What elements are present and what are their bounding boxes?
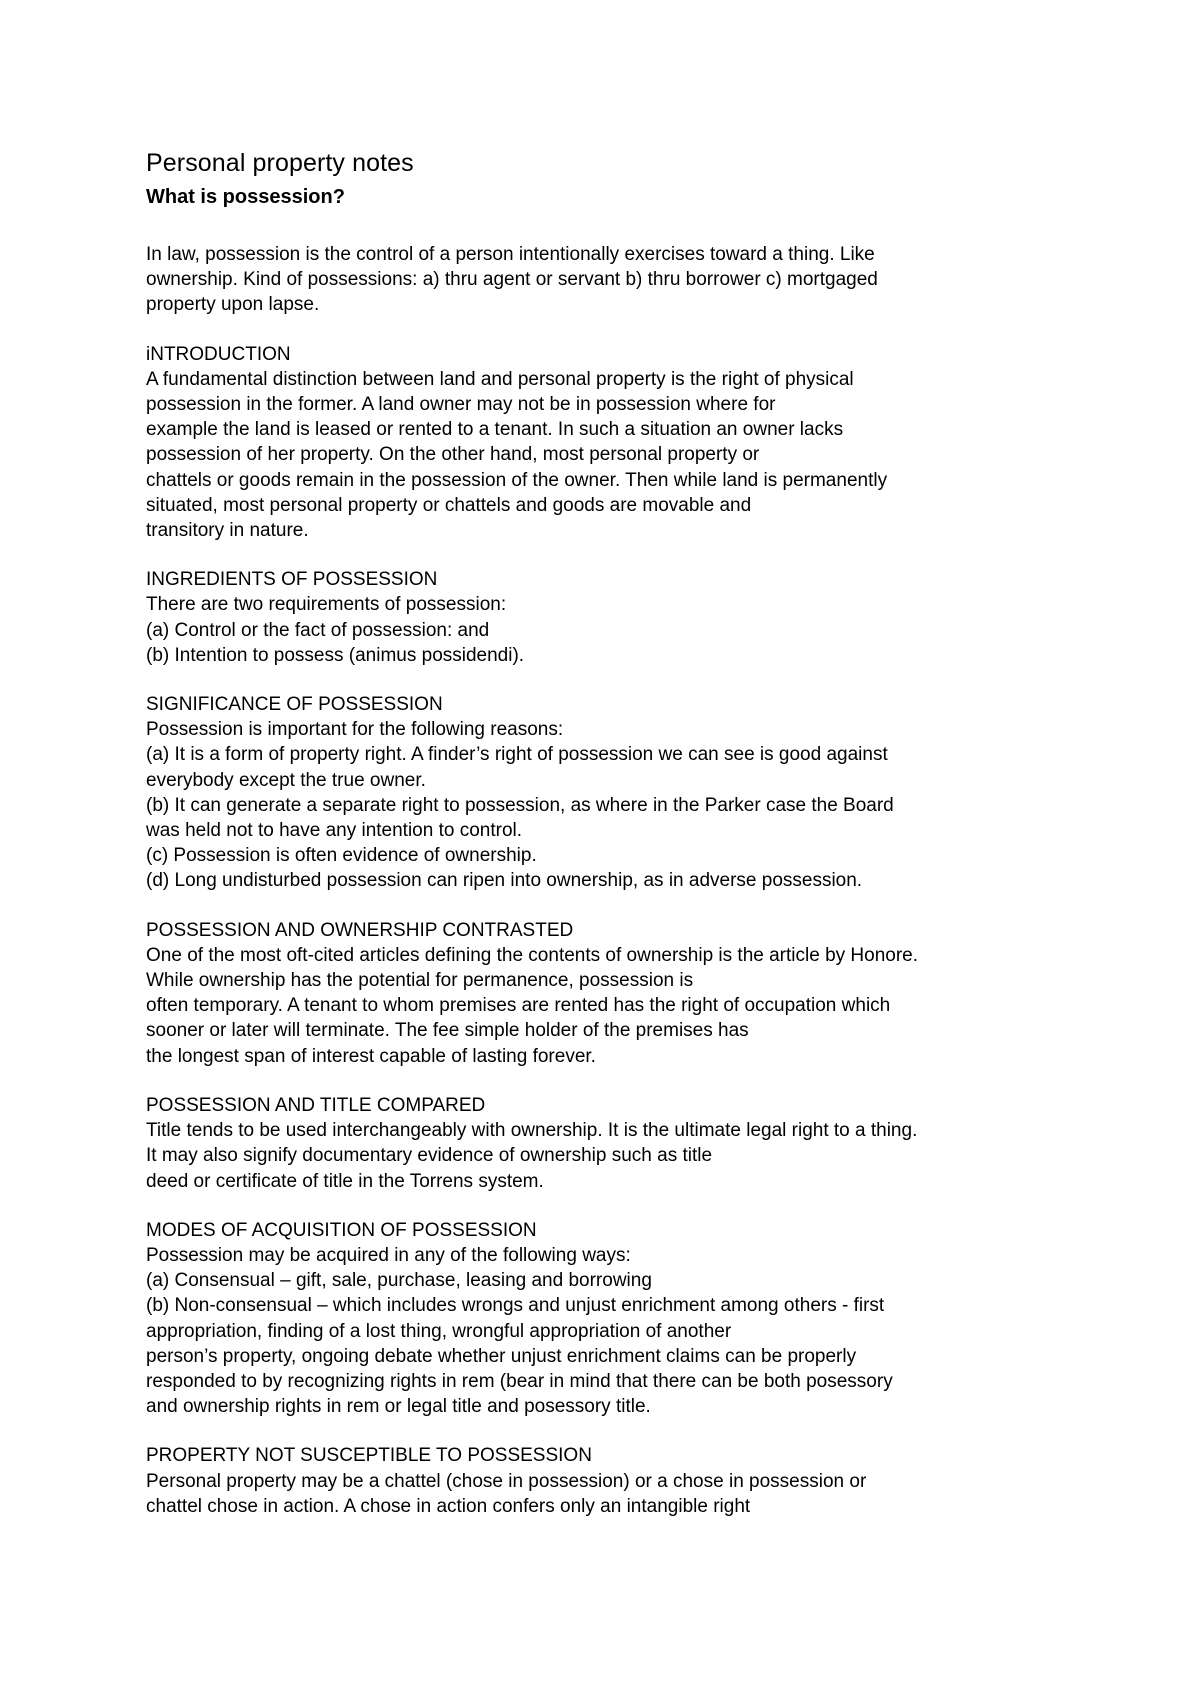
section — [146, 342, 1086, 544]
paragraph-line: possession of her property. On the other hand, most personal property or — [146, 444, 760, 466]
paragraph-line: person’s property, ongoing debate whether unjust enrichment claims can be properly — [146, 1345, 857, 1367]
paragraph-line: (c) Possession is often evidence of ownership. — [146, 845, 537, 867]
paragraph-line: and ownership rights in rem or legal title and posessory title. — [146, 1396, 651, 1418]
paragraph-line: (b) It can generate a separate right to possession, as where in the Parker case the Board — [146, 794, 894, 816]
section — [146, 1218, 1086, 1420]
paragraph-line: There are two requirements of possession: — [146, 594, 507, 616]
paragraph-line: appropriation, finding of a lost thing, wrongful appropriation of another — [146, 1320, 732, 1342]
paragraph-line: situated, most personal property or chattels and goods are movable and — [146, 494, 752, 516]
paragraph-line: responded to by recognizing rights in rem (bear in mind that there can be both posessory — [146, 1370, 893, 1392]
section-heading: POSSESSION AND OWNERSHIP CONTRASTED — [146, 919, 574, 941]
paragraph-line: (a) It is a form of property right. A finder’s right of possession we can see is good against — [146, 744, 888, 766]
paragraph-line: possession in the former. A land owner may not be in possession where for — [146, 394, 776, 416]
paragraph-line: the longest span of interest capable of lasting forever. — [146, 1045, 596, 1067]
section-heading: PROPERTY NOT SUSCEPTIBLE TO POSSESSION — [146, 1445, 592, 1467]
paragraph-line: (b) Intention to possess (animus possidendi). — [146, 644, 525, 666]
paragraph-line: In law, possession is the control of a person intentionally exercises toward a thing. Like — [146, 244, 875, 265]
paragraph-line: While ownership has the potential for permanence, possession is — [146, 970, 694, 992]
paragraph-line: was held not to have any intention to control. — [146, 820, 523, 842]
section — [146, 242, 1086, 318]
section-heading: iNTRODUCTION — [146, 343, 291, 365]
paragraph-line: One of the most oft-cited articles defining the contents of ownership is the article by Honore. — [146, 944, 919, 966]
paragraph-line: (a) Consensual – gift, sale, purchase, leasing and borrowing — [146, 1270, 652, 1292]
document-title: Personal property notes — [146, 149, 414, 177]
paragraph-line: A fundamental distinction between land and personal property is the right of physical — [146, 368, 854, 390]
paragraph-line: (d) Long undisturbed possession can ripen into ownership, as in adverse possession. — [146, 870, 863, 892]
paragraph-line: deed or certificate of title in the Torrens system. — [146, 1170, 544, 1192]
paragraph-line: everybody except the true owner. — [146, 769, 426, 791]
paragraph-line: property upon lapse. — [146, 294, 320, 316]
section-heading: INGREDIENTS OF POSSESSION — [146, 569, 438, 591]
paragraph-line: Possession may be acquired in any of the following ways: — [146, 1244, 631, 1266]
section-heading: MODES OF ACQUISITION OF POSSESSION — [146, 1219, 537, 1241]
paragraph-line: It may also signify documentary evidence of ownership such as title — [146, 1145, 713, 1167]
paragraph-line: often temporary. A tenant to whom premises are rented has the right of occupation which — [146, 995, 891, 1017]
document-subtitle: What is possession? — [146, 186, 345, 208]
paragraph-line: (a) Control or the fact of possession: and — [146, 619, 490, 641]
paragraph-line: Personal property may be a chattel (chose in possession) or a chose in possession or — [146, 1470, 867, 1492]
paragraph-line: example the land is leased or rented to a tenant. In such a situation an owner lacks — [146, 419, 844, 441]
paragraph-line: ownership. Kind of possessions: a) thru agent or servant b) thru borrower c) mortgaged — [146, 269, 878, 291]
document-body — [146, 242, 1086, 1519]
paragraph-line: Title tends to be used interchangeably with ownership. It is the ultimate legal right to a thing. — [146, 1120, 918, 1142]
paragraph-line: chattel chose in action. A chose in action confers only an intangible right — [146, 1495, 751, 1517]
paragraph-line: (b) Non-consensual – which includes wrongs and unjust enrichment among others - first — [146, 1295, 885, 1317]
section — [146, 692, 1086, 894]
section — [146, 1093, 1086, 1194]
paragraph-line: Possession is important for the following reasons: — [146, 719, 564, 741]
section — [146, 567, 1086, 668]
section-heading: POSSESSION AND TITLE COMPARED — [146, 1094, 486, 1116]
section — [146, 1443, 1086, 1519]
paragraph-line: sooner or later will terminate. The fee simple holder of the premises has — [146, 1020, 749, 1042]
section — [146, 918, 1086, 1069]
section-heading: SIGNIFICANCE OF POSSESSION — [146, 694, 443, 716]
paragraph-line: chattels or goods remain in the possession of the owner. Then while land is permanently — [146, 469, 888, 491]
document-page — [146, 146, 1086, 1519]
paragraph-line: transitory in nature. — [146, 520, 309, 542]
